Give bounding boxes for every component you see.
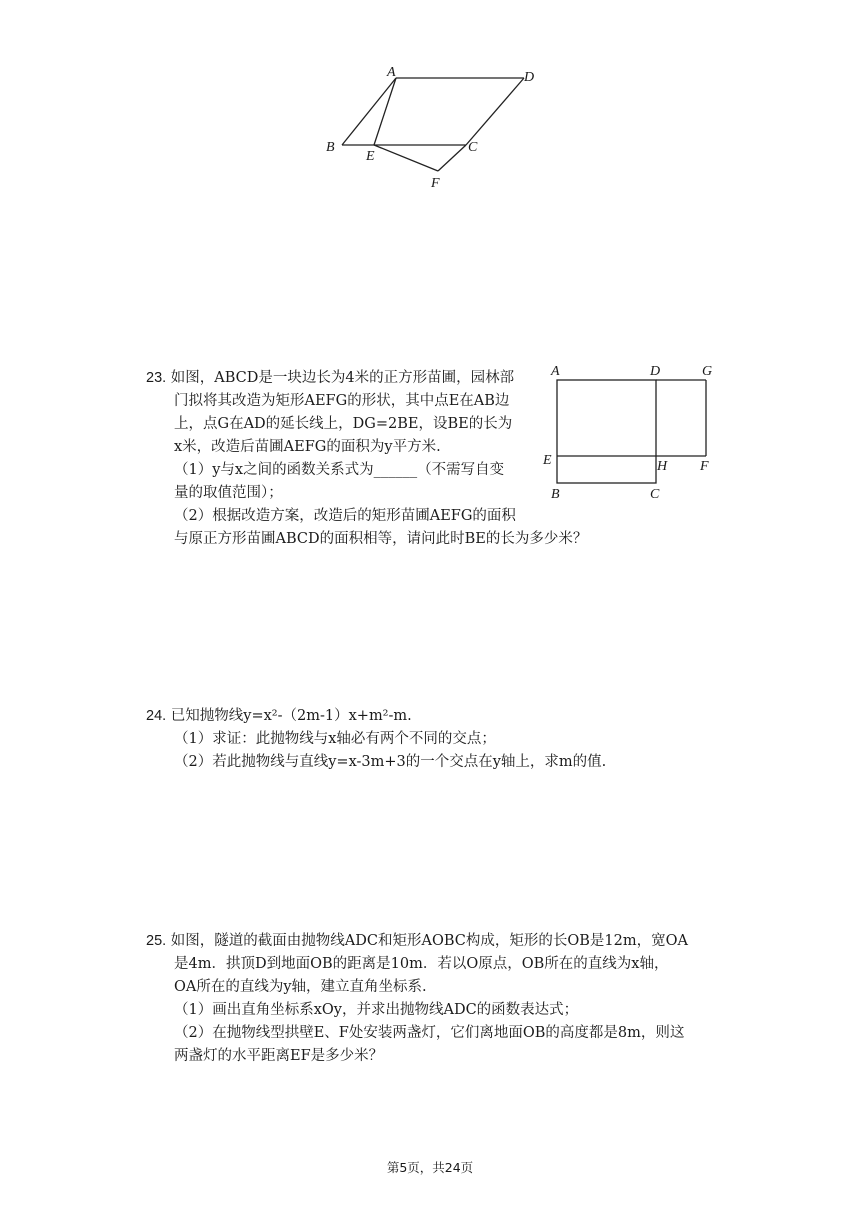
q23-line5: （1）y与x之间的函数关系式为______（不需写自变 [174, 462, 505, 478]
q23-line6: 量的取值范围）； [174, 485, 283, 501]
label-G: G [702, 364, 713, 379]
label-F: F [431, 176, 440, 191]
page-number: 第5页，共24页 [386, 1160, 474, 1175]
label-E: E [366, 149, 375, 164]
question-number: 25. [146, 933, 167, 949]
q24-line1: 已知抛物线y=x²-（2m-1）x+m²-m. [170, 708, 412, 724]
q23-line8: 与原正方形苗圃ABCD的面积相等，请问此时BE的长为多少米？ [174, 531, 588, 547]
q25-line5: （2）在抛物线型拱壁E、F处安装两盏灯，它们离地面OB的高度都是8m，则这 [174, 1025, 685, 1041]
q25-line3: OA所在的直线为y轴，建立直角坐标系. [174, 979, 427, 995]
label-D: D [524, 70, 535, 85]
label-F: F [700, 459, 709, 474]
question-number: 24. [146, 708, 167, 724]
q25-line4: （1）画出直角坐标系xOy，并求出抛物线ADC的函数表达式； [174, 1002, 579, 1018]
label-E: E [543, 453, 552, 468]
q23-line1: 如图，ABCD是一块边长为4米的正方形苗圃，园林部 [170, 370, 515, 386]
label-D: D [650, 364, 661, 379]
q24-line3: （2）若此抛物线与直线y=x-3m+3的一个交点在y轴上，求m的值. [174, 754, 607, 770]
label-C: C [650, 487, 660, 502]
label-B: B [551, 487, 560, 502]
rectangle-figure [540, 360, 730, 505]
q23-line4: x米，改造后苗圃AEFG的面积为y平方米. [174, 439, 441, 455]
label-C: C [468, 140, 478, 155]
parallelogram-figure [320, 60, 550, 195]
question-number: 23. [146, 370, 167, 386]
q23-line7: （2）根据改造方案，改造后的矩形苗圃AEFG的面积 [174, 508, 516, 524]
q25-line6: 两盏灯的水平距离EF是多少米？ [174, 1048, 384, 1064]
q25-line2: 是4m．拱顶D到地面OB的距离是10m．若以O原点，OB所在的直线为x轴， [174, 956, 669, 972]
q23-line2: 门拟将其改造为矩形AEFG的形状，其中点E在AB边 [174, 393, 510, 409]
q24-line2: （1）求证：此抛物线与x轴必有两个不同的交点； [174, 731, 496, 747]
q25-line1: 如图，隧道的截面由抛物线ADC和矩形AOBC构成，矩形的长OB是12m，宽OA [170, 933, 688, 949]
label-A: A [387, 65, 396, 80]
label-A: A [551, 364, 560, 379]
q23-line3: 上，点G在AD的延长线上，DG=2BE，设BE的长为 [174, 416, 513, 432]
label-B: B [326, 140, 335, 155]
label-H: H [657, 459, 668, 474]
